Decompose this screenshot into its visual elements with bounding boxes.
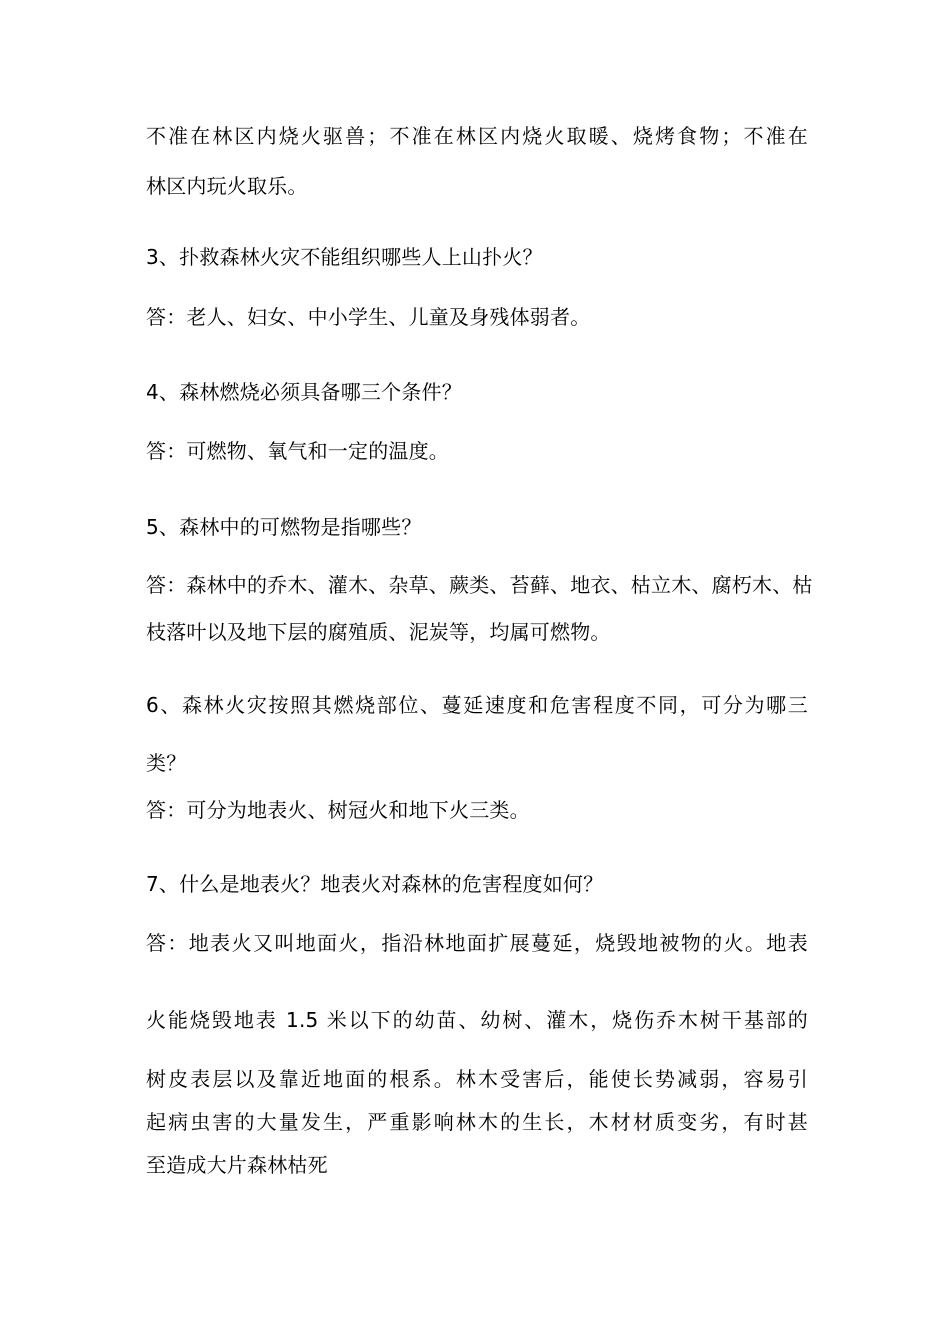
paragraph-line: 林区内玩火取乐。: [146, 174, 308, 198]
answer-7-line-4: 起病虫害的大量发生，严重影响林木的生长，木材材质变劣，有时甚: [146, 1110, 808, 1134]
answer-3: 答：老人、妇女、中小学生、儿童及身残体弱者。: [146, 305, 591, 329]
question-7: 7、什么是地表火？地表火对森林的危害程度如何？: [146, 872, 604, 896]
question-5: 5、森林中的可燃物是指哪些？: [146, 515, 422, 539]
question-3: 3、扑救森林火灾不能组织哪些人上山扑火？: [146, 245, 543, 269]
answer-5-line-1: 答：森林中的乔木、灌木、杂草、蕨类、苔藓、地衣、枯立木、腐朽木、枯: [146, 573, 813, 597]
answer-7-line-1: 答：地表火又叫地面火，指沿林地面扩展蔓延，烧毁地被物的火。地表: [146, 931, 808, 955]
answer-7-line-3: 树皮表层以及靠近地面的根系。林木受害后，能使长势减弱，容易引: [146, 1067, 808, 1091]
paragraph-line: 不准在林区内烧火驱兽；不准在林区内烧火取暖、烧烤食物；不准在: [146, 124, 808, 148]
answer-6: 答：可分为地表火、树冠火和地下火三类。: [146, 798, 530, 822]
answer-4: 答：可燃物、氧气和一定的温度。: [146, 439, 449, 463]
question-4: 4、森林燃烧必须具备哪三个条件？: [146, 380, 462, 404]
answer-7-line-2: 火能烧毁地表 1.5 米以下的幼苗、幼树、灌木，烧伤乔木树干基部的: [146, 1008, 808, 1032]
question-6-line-1: 6、森林火灾按照其燃烧部位、蔓延速度和危害程度不同，可分为哪三: [146, 693, 808, 717]
answer-7-line-5: 至造成大片森林枯死: [146, 1153, 328, 1177]
question-6-line-2: 类？: [146, 751, 187, 775]
answer-5-line-2: 枝落叶以及地下层的腐殖质、泥炭等，均属可燃物。: [146, 620, 611, 644]
